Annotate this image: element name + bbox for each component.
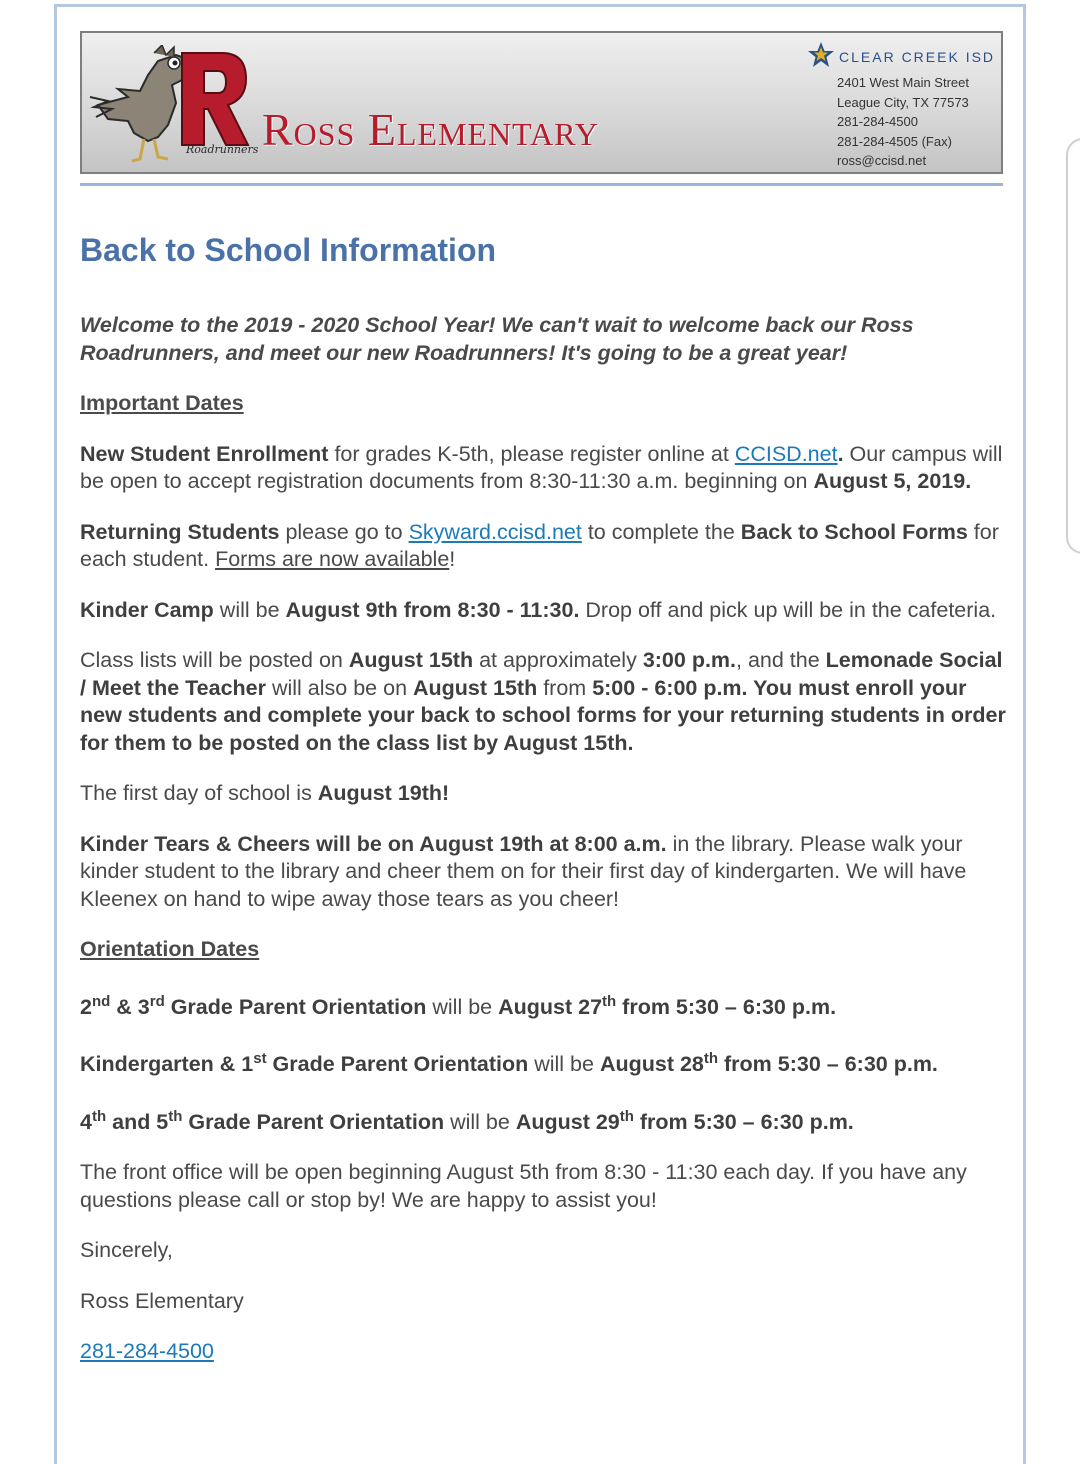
class-lists-paragraph xyxy=(80,647,1010,757)
superscript: th xyxy=(619,1107,634,1125)
bold-text: Returning Students xyxy=(80,519,280,544)
address-block xyxy=(837,73,969,171)
text: please go to xyxy=(279,519,409,544)
school-logo-r-icon xyxy=(178,49,250,149)
bold-text: 4 xyxy=(80,1109,92,1134)
ccisd-link[interactable]: CCISD.net xyxy=(734,441,838,466)
text: will be xyxy=(444,1109,516,1134)
text: will be xyxy=(213,597,286,622)
bold-text: 2 xyxy=(80,994,92,1019)
fax-line: 281-284-4505 (Fax) xyxy=(837,133,952,149)
page-title: Back to School Information xyxy=(80,232,497,268)
bold-text: Grade Parent Orientation xyxy=(182,1109,445,1134)
mascot-script-label: Roadrunners xyxy=(186,143,259,156)
tears-cheers-paragraph xyxy=(80,831,1010,914)
bold-text: August 19th! xyxy=(317,781,450,805)
letter-body xyxy=(80,228,1010,1389)
heading-text: Orientation Dates xyxy=(80,937,260,961)
kinder-camp-paragraph xyxy=(80,597,1010,625)
bold-text: August 29 xyxy=(515,1109,620,1134)
superscript: th xyxy=(168,1107,183,1125)
returning-paragraph xyxy=(80,519,1010,574)
star-icon xyxy=(807,41,835,69)
divider xyxy=(80,183,1003,186)
closing: Sincerely, xyxy=(80,1238,173,1262)
signature: Ross Elementary xyxy=(80,1288,244,1313)
bold-text: Lemonade Social / Meet the Teacher xyxy=(80,648,1003,700)
bold-text: from 5:30 – 6:30 p.m. xyxy=(718,1052,938,1076)
text: from xyxy=(537,675,593,700)
text: for each student. xyxy=(80,519,999,571)
contact-line xyxy=(80,1338,1010,1366)
heading-text: Important Dates xyxy=(80,391,244,415)
bold-text: . xyxy=(837,441,844,466)
orientation-item xyxy=(80,1109,1010,1137)
orientation-item xyxy=(80,994,1010,1022)
email-line: ross@ccisd.net xyxy=(837,153,927,168)
text: ! xyxy=(449,547,456,571)
superscript: st xyxy=(253,1049,267,1067)
bold-text: August 15th xyxy=(413,675,538,700)
orientation-item xyxy=(80,1051,1010,1079)
enrollment-paragraph xyxy=(80,441,1010,496)
bold-text: from 5:30 – 6:30 p.m. xyxy=(616,994,837,1019)
skyward-link[interactable]: Skyward.ccisd.net xyxy=(408,519,582,544)
district-name: CLEAR CREEK ISD xyxy=(839,49,996,65)
text: to complete the xyxy=(581,519,741,544)
scrollbar[interactable] xyxy=(1066,138,1080,554)
phone-line: 281-284-4500 xyxy=(837,114,918,129)
bold-text: New Student Enrollment xyxy=(80,441,329,466)
bold-text: 3:00 p.m. xyxy=(642,648,737,672)
bold-text: August 27 xyxy=(498,994,603,1019)
bold-text: August 9th from 8:30 - 11:30. xyxy=(285,597,580,622)
bold-text: Kinder Camp xyxy=(80,597,214,622)
bold-text: August 15th xyxy=(348,648,474,672)
text: for grades K-5th, please register online at xyxy=(328,441,735,466)
text: will also be on xyxy=(266,675,413,700)
superscript: nd xyxy=(91,992,111,1010)
superscript: th xyxy=(602,992,617,1010)
bold-text: Grade Parent Orientation xyxy=(266,1052,529,1076)
superscript: th xyxy=(703,1049,719,1067)
underlined-text: Forms are now available xyxy=(215,547,450,571)
superscript: rd xyxy=(149,992,165,1010)
superscript: th xyxy=(91,1107,107,1125)
text: at approximately xyxy=(473,648,643,672)
front-office-paragraph: The front office will be open beginning August 5th from 8:30 - 11:30 each day. If you have any questions please call or stop by! We are happy to assist you! xyxy=(80,1160,967,1212)
text: Drop off and pick up will be in the cafeteria. xyxy=(579,597,997,622)
school-name: Ross Elementary xyxy=(262,104,599,155)
address-line: League City, TX 77573 xyxy=(837,94,969,110)
bold-text: & 3 xyxy=(110,994,150,1019)
text: Our campus will be open to accept registration documents from 8:30-11:30 a.m. beginning on xyxy=(80,441,1003,493)
section-heading-orientation xyxy=(80,936,1010,964)
address-line: 2401 West Main Street xyxy=(837,75,969,90)
text: in the library. Please walk your kinder student to the library and cheer them on for their first day of kindergarten. We will have Kleenex on hand to wipe away those tears as you cheer! xyxy=(80,831,967,911)
header-banner xyxy=(80,31,1003,174)
bold-text: August 5, 2019. xyxy=(813,469,972,493)
first-day-paragraph xyxy=(80,780,1010,808)
bold-text: Back to School Forms xyxy=(740,519,968,544)
bold-text: August 28 xyxy=(599,1052,704,1076)
bold-text: from 5:30 – 6:30 p.m. xyxy=(633,1109,854,1134)
bold-text: Kindergarten & 1 xyxy=(80,1052,254,1076)
text: , and the xyxy=(736,648,826,672)
phone-link[interactable]: 281-284-4500 xyxy=(80,1339,214,1363)
intro-paragraph: Welcome to the 2019 - 2020 School Year! We can't wait to welcome back our Ross Roadrunners, and meet our new Roadrunners! It's going to be a great year! xyxy=(80,313,914,365)
bold-text: Kinder Tears & Cheers will be on August 19th at 8:00 a.m. xyxy=(80,831,667,856)
bold-text: 5:00 - 6:00 p.m. You must enroll your new students and complete your back to school forms for your returning students in order for them to be posted on the class list by August 15th. xyxy=(80,675,1006,755)
bold-text: and 5 xyxy=(106,1109,169,1134)
bold-text: Grade Parent Orientation xyxy=(164,994,427,1019)
text: Class lists will be posted on xyxy=(80,648,349,672)
text: The first day of school is xyxy=(80,781,318,805)
text: will be xyxy=(528,1052,600,1076)
section-heading-important-dates xyxy=(80,390,1010,418)
text: will be xyxy=(426,994,499,1019)
